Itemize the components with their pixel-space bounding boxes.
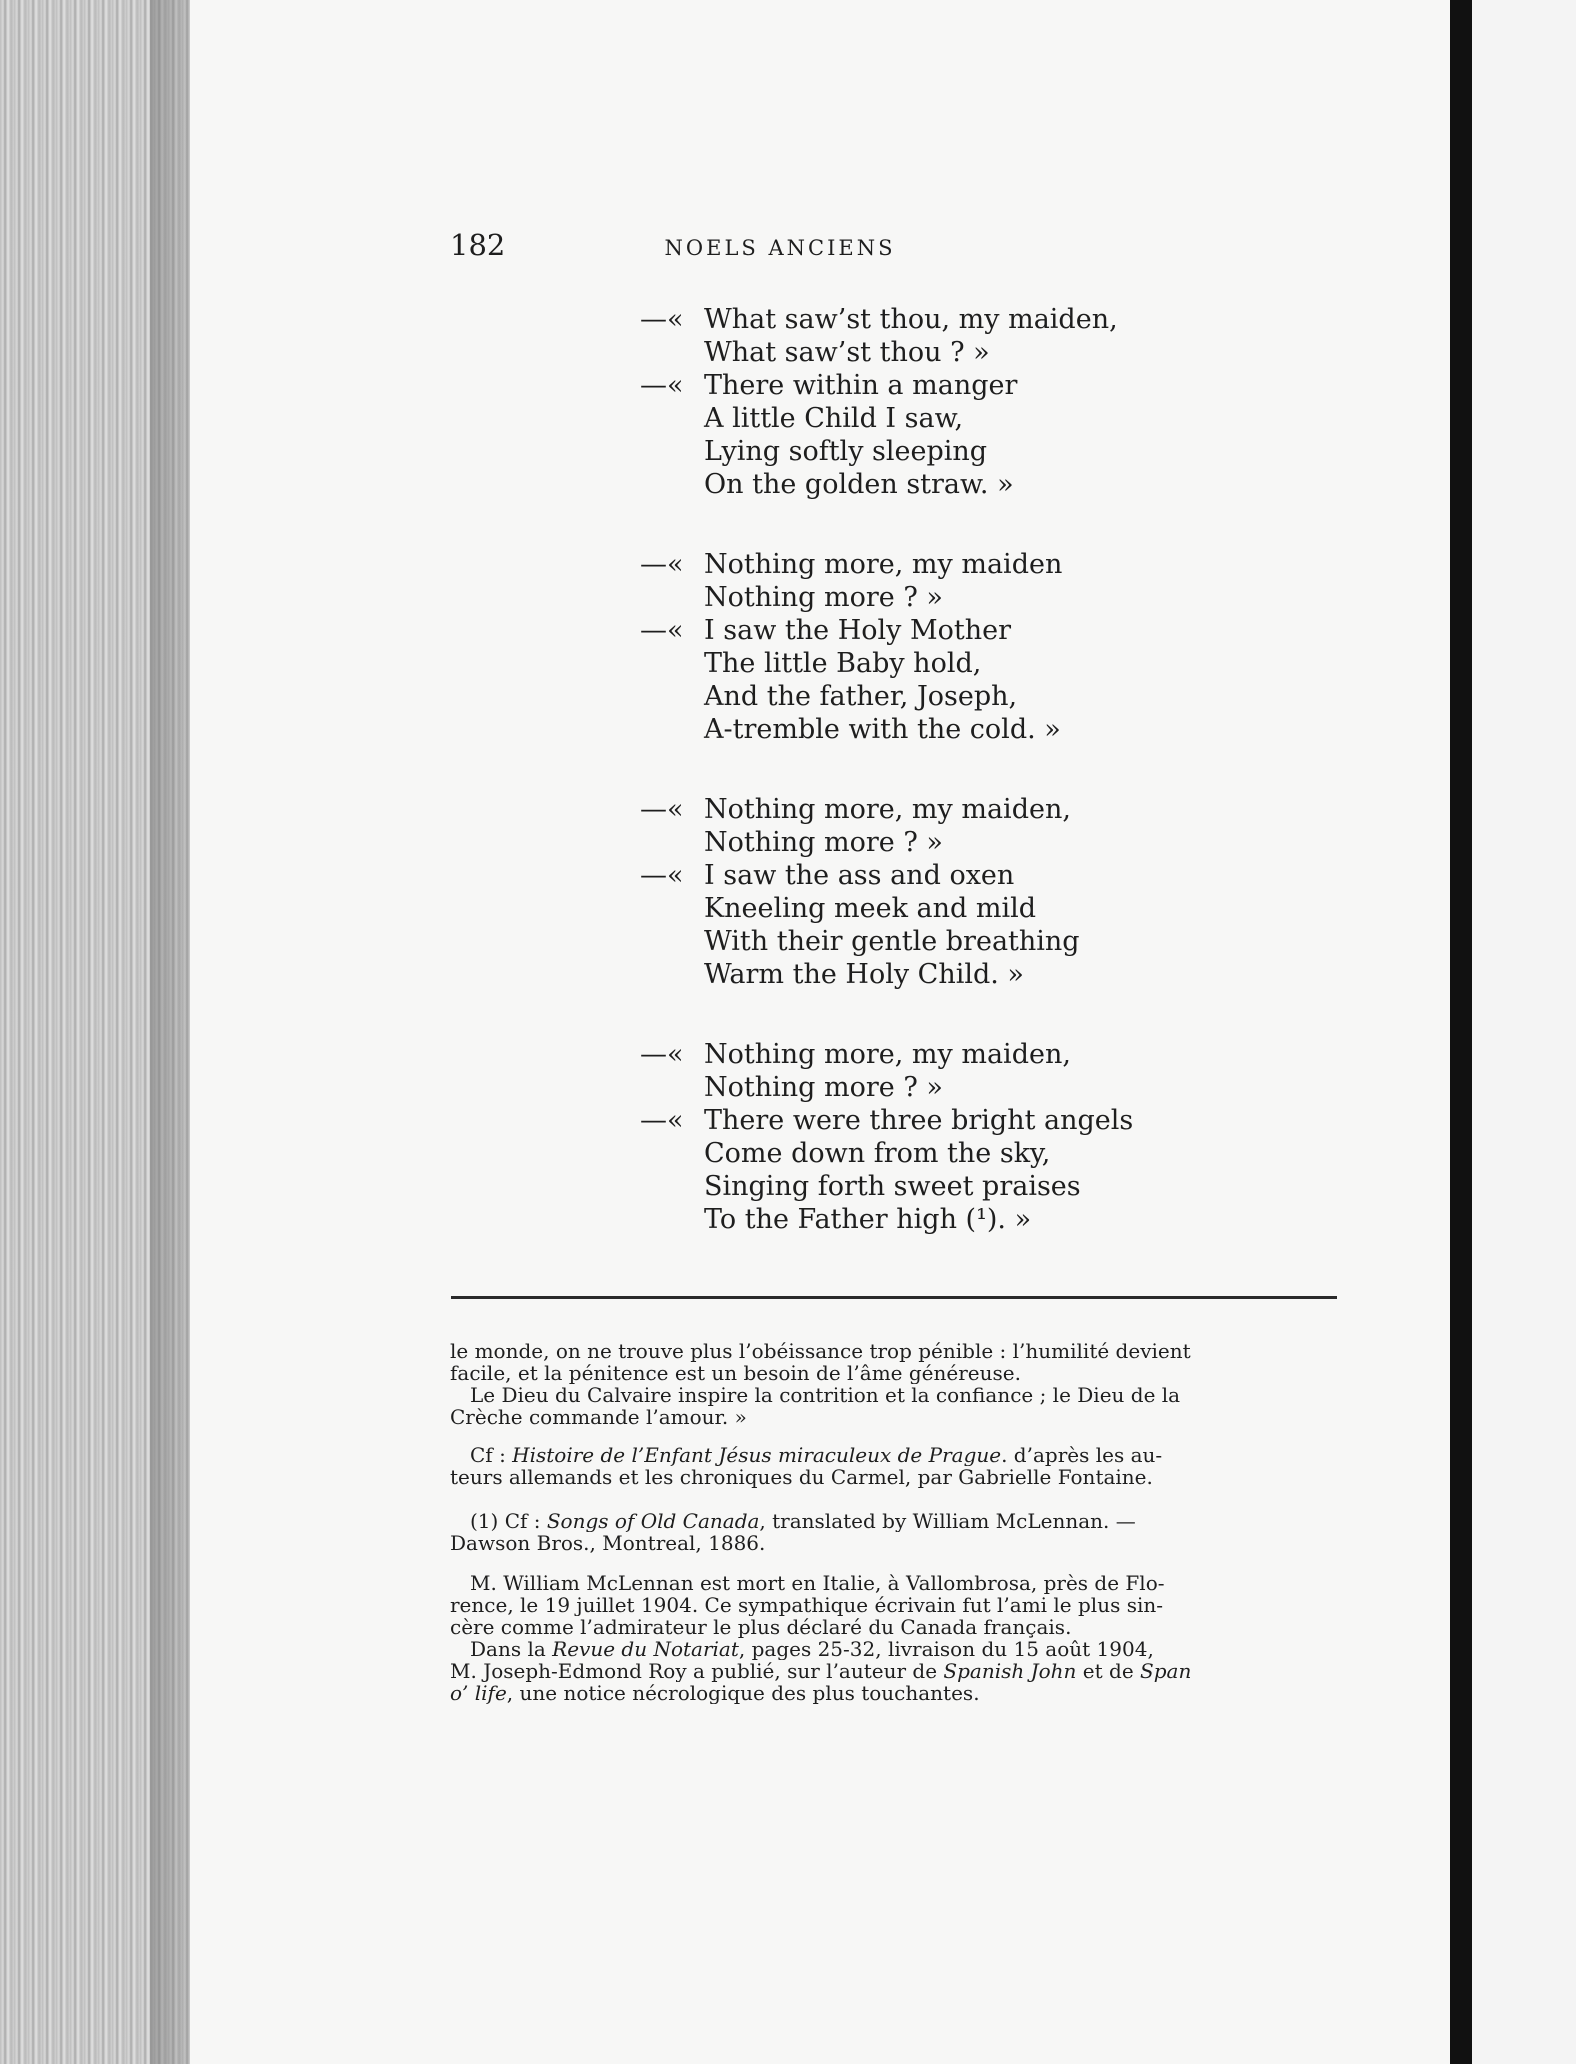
poem-line-text: And the father, Joseph, [704,681,1018,712]
dialogue-dash: —« [640,1105,684,1136]
poem-line-text: Nothing more, my maiden, [704,1039,1071,1070]
poem-line-text: The little Baby hold, [704,648,982,679]
note-text: cère comme l’admirateur le plus déclaré du Canada français. [450,1616,1072,1638]
note-line [450,1444,1336,1466]
note-line [450,1384,1336,1406]
poem-line-text: Nothing more ? » [704,827,943,858]
note-line [450,1616,1336,1638]
note-line [450,1572,1336,1594]
dialogue-dash: —« [640,860,684,891]
poem-line [640,892,1160,925]
dialogue-dash: —« [640,304,684,335]
note-line [450,1682,1336,1704]
poem-line-text: Come down from the sky, [704,1138,1051,1169]
note-text: Cf : [470,1444,513,1466]
poem-line [640,1203,1160,1236]
poem-line-text: A-tremble with the cold. » [704,714,1061,745]
cited-title: Spanish John [943,1660,1077,1682]
cited-title: Span [1140,1660,1192,1682]
note-line [450,1362,1336,1384]
note-text: le monde, on ne trouve plus l’obéissance trop pénible : l’humilité devient [450,1340,1191,1362]
poem-line-text: Lying softly sleeping [704,436,988,467]
note-text: , une notice nécrologique des plus touchantes. [506,1682,980,1704]
dialogue-dash: —« [640,549,684,580]
poem-line-text: Kneeling meek and mild [704,893,1037,924]
footnote-rule [451,1296,1337,1299]
poem-line [640,581,1160,614]
poem-line [640,826,1160,859]
poem-line-text: There were three bright angels [704,1105,1134,1136]
note-line [450,1340,1336,1362]
note-text: M. Joseph-Edmond Roy a publié, sur l’auteur de [450,1660,944,1682]
footnote-1 [450,1510,1336,1532]
poem-line [640,859,1160,892]
poem-line-text: Nothing more ? » [704,582,943,613]
poem-line-text: On the golden straw. » [704,469,1014,500]
poem-line [640,1137,1160,1170]
note-text: et de [1076,1660,1141,1682]
note-text: , translated by William McLennan. — [759,1510,1136,1532]
poem-line [640,402,1160,435]
page-number: 182 [450,228,506,262]
dialogue-dash: —« [640,794,684,825]
note-line [450,1594,1336,1616]
cited-title: Songs of Old Canada [546,1510,760,1532]
poem-line-text: Nothing more, my maiden [704,549,1063,580]
note-text: teurs allemands et les chroniques du Carmel, par Gabrielle Fontaine. [450,1466,1153,1488]
note-text: . d’après les au- [1001,1444,1163,1466]
cited-title: Revue du Notariat [552,1638,739,1660]
poem-line [640,793,1160,826]
note-text: Crèche commande l’amour. » [450,1406,747,1428]
note-text: facile, et la pénitence est un besoin de l’âme généreuse. [450,1362,1021,1384]
poem-line [640,680,1160,713]
poem-line [640,548,1160,581]
dialogue-dash: —« [640,1039,684,1070]
poem-line-text: I saw the ass and oxen [704,860,1015,891]
dialogue-dash: —« [640,615,684,646]
note-line [450,1466,1336,1488]
note-text: , pages 25-32, livraison du 15 août 1904, [738,1638,1154,1660]
poem-line [640,1038,1160,1071]
note-line [450,1406,1336,1428]
poem-line [640,925,1160,958]
running-title: NOELS ANCIENS [664,236,896,260]
poem [640,303,1160,1283]
cited-title: o’ life [450,1682,507,1704]
poem-line [640,1071,1160,1104]
poem-line-text: Nothing more, my maiden, [704,794,1071,825]
poem-line [640,647,1160,680]
note-text: Dans la [470,1638,553,1660]
poem-stanza [640,1038,1160,1236]
cited-title: Histoire de l’Enfant Jésus miraculeux de Prague [512,1444,1002,1466]
poem-line-text: What saw’st thou, my maiden, [704,304,1118,335]
poem-line [640,336,1160,369]
note-line [450,1638,1336,1660]
poem-line [640,614,1160,647]
poem-line [640,713,1160,746]
note-text: (1) Cf : [470,1510,547,1532]
poem-line-text: There within a manger [704,370,1018,401]
poem-line [640,1170,1160,1203]
facing-page [1472,0,1576,2064]
poem-stanza [640,793,1160,991]
poem-line-text: With their gentle breathing [704,926,1080,957]
footnotes [450,1340,1336,1704]
poem-line-text: Singing forth sweet praises [704,1171,1081,1202]
page-gutter [1450,0,1472,2064]
note-text: rence, le 19 juillet 1904. Ce sympathique écrivain fut l’ami le plus sin- [450,1594,1163,1616]
note-line [450,1532,1336,1554]
note-line [450,1660,1336,1682]
note-text: Le Dieu du Calvaire inspire la contrition et la confiance ; le Dieu de la [470,1384,1181,1406]
poem-line-text: What saw’st thou ? » [704,337,990,368]
poem-line [640,369,1160,402]
poem-line [640,958,1160,991]
poem-stanza [640,303,1160,501]
dialogue-dash: —« [640,370,684,401]
running-head [450,228,1020,268]
poem-line-text: Nothing more ? » [704,1072,943,1103]
poem-line-text: Warm the Holy Child. » [704,959,1024,990]
note-text: Dawson Bros., Montreal, 1886. [450,1532,766,1554]
poem-line [640,1104,1160,1137]
poem-line [640,303,1160,336]
poem-stanza [640,548,1160,746]
poem-line-text: I saw the Holy Mother [704,615,1011,646]
poem-line [640,468,1160,501]
poem-line-text: To the Father high (¹). » [704,1204,1032,1235]
poem-line-text: A little Child I saw, [704,403,964,434]
note-text: M. William McLennan est mort en Italie, à Vallombrosa, près de Flo- [470,1572,1165,1594]
poem-line [640,435,1160,468]
